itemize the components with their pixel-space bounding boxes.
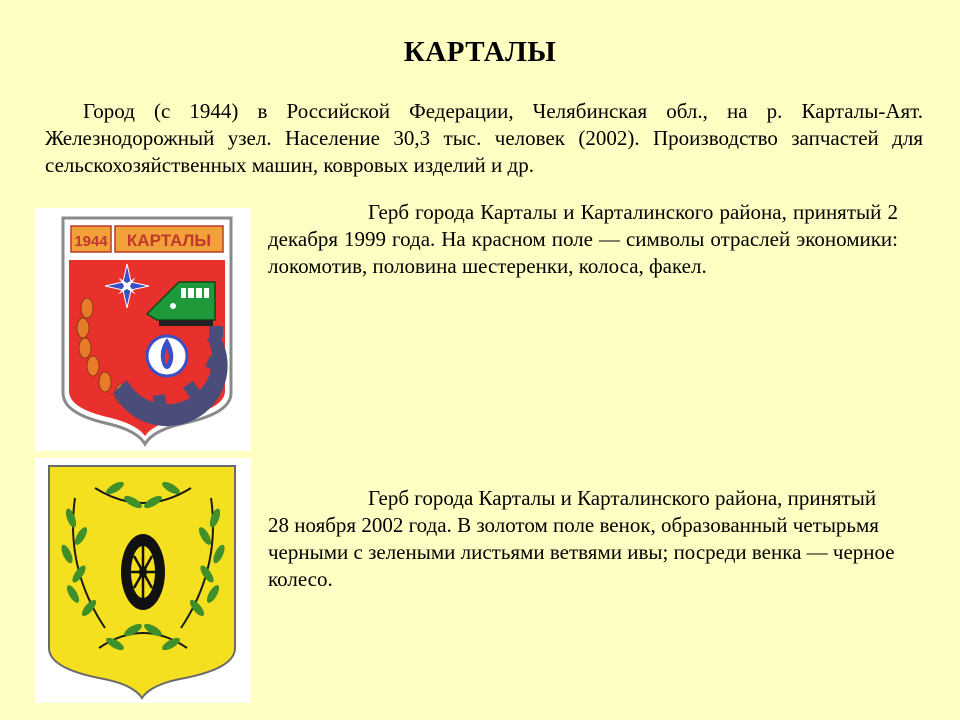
emblem-2002-description: Герб города Карталы и Карталинского района, принятый 28 ноября 2002 года. В золотом поле венок, образованный четырьмя черными с зелеными листьями ветвями ивы; посреди венка — черное колесо. [268, 486, 895, 591]
emblem-name: КАРТАЛЫ [126, 231, 212, 250]
coat-of-arms-1999 [35, 208, 251, 451]
emblem-year: 1944 [74, 233, 108, 250]
coat-of-arms-2002 [35, 458, 251, 703]
page-title: КАРТАЛЫ [403, 36, 557, 68]
intro-paragraph: Город (с 1944) в Российской Федерации, Челябинская обл., на р. Карталы-Аят. Железнодорожный узел. Население 30,3 тыс. человек (2002). Производство запчастей для сельскохозяйственных машин, ковровых изделий и др. [45, 99, 923, 177]
emblem-1999-description: Герб города Карталы и Карталинского района, принятый 2 декабря 1999 года. На красном поле — символы отраслей экономики: локомотив, половина шестеренки, колоса, факел. [268, 200, 898, 278]
wheel [121, 534, 165, 610]
